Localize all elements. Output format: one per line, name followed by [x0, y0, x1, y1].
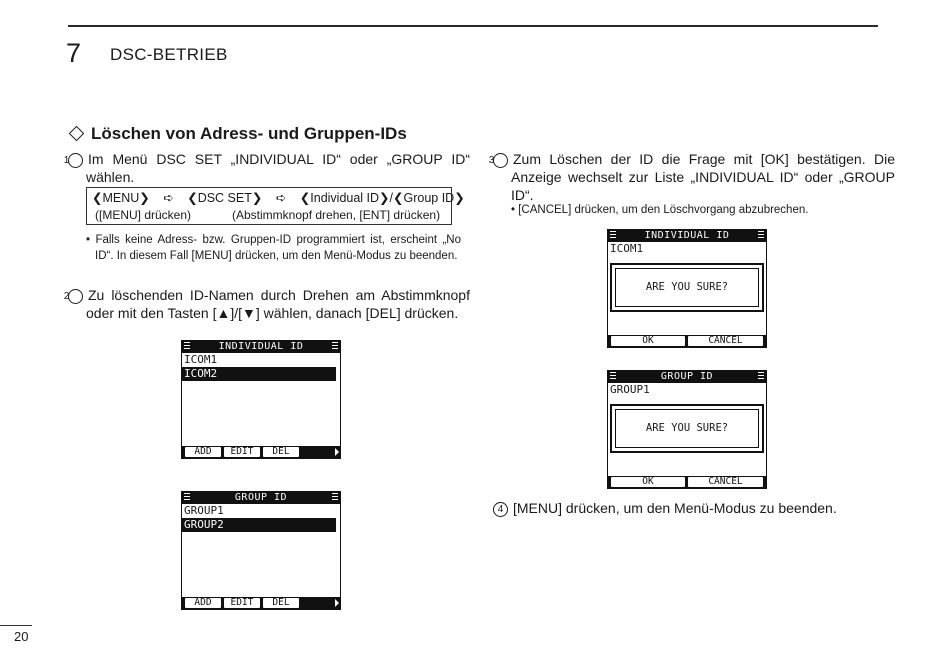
diamond-icon — [69, 126, 85, 142]
softkey-del[interactable]: DEL — [263, 447, 299, 457]
lcd-title: GROUP ID — [660, 371, 714, 382]
lcd-title: GROUP ID — [234, 492, 288, 503]
header-rule — [68, 25, 878, 27]
step-2 — [63, 286, 470, 322]
step-number: 2 — [68, 289, 83, 304]
dialog-message: ARE YOU SURE? — [615, 268, 759, 307]
step-1-text: Im Menü DSC SET „INDIVIDUAL ID“ oder „GROUP ID“ wählen. — [86, 151, 470, 185]
softkey-ok[interactable]: OK — [611, 477, 685, 487]
menu-hint-right: (Abstimmknopf drehen, [ENT] drücken) — [232, 208, 441, 222]
softkey-bar — [608, 335, 766, 347]
menu-lines-icon — [332, 493, 338, 502]
step-number: 4 — [493, 502, 508, 517]
list-item[interactable]: GROUP1 — [610, 383, 650, 396]
step-4-text: [MENU] drücken, um den Menü-Modus zu beenden. — [513, 500, 837, 516]
list-item[interactable]: GROUP1 — [184, 504, 224, 517]
chapter-title: DSC-BETRIEB — [110, 45, 228, 64]
page-number: 20 — [14, 629, 29, 644]
step-3-note: • [CANCEL] drücken, um den Löschvorgang abzubrechen. — [511, 204, 809, 216]
lcd-title-bar — [182, 341, 340, 353]
menu-lines-icon — [758, 372, 764, 381]
menu-hint-left: ([MENU] drücken) — [95, 208, 192, 222]
step-2-text: Zu löschenden ID-Namen durch Drehen am Abstimmknopf oder mit den Tasten [▲]/[▼] wählen, danach [DEL] drücken. — [86, 287, 470, 321]
lcd-title-bar — [608, 371, 766, 383]
menu-lines-icon — [184, 493, 190, 502]
lcd-title: INDIVIDUAL ID — [644, 230, 730, 241]
softkey-edit[interactable]: EDIT — [224, 447, 260, 457]
softkey-add[interactable]: ADD — [185, 447, 221, 457]
lcd-group-id — [181, 491, 341, 610]
softkey-ok[interactable]: OK — [611, 336, 685, 346]
section-title-text: Löschen von Adress- und Gruppen-IDs — [91, 124, 407, 143]
lcd-title: INDIVIDUAL ID — [218, 341, 304, 352]
menu-path-item: ❮Individual ID❯/❮Group ID❯ — [299, 191, 465, 205]
dialog-message: ARE YOU SURE? — [615, 409, 759, 448]
confirm-dialog — [610, 404, 764, 453]
softkey-edit[interactable]: EDIT — [224, 598, 260, 608]
chapter-number: 7 — [66, 38, 82, 68]
arrow-icon: ➪ — [163, 191, 174, 205]
step-1 — [63, 150, 470, 186]
lcd-title-bar — [182, 492, 340, 504]
step-4 — [493, 499, 877, 517]
step-1-note: • Falls keine Adress- bzw. Gruppen-ID programmiert ist, erscheint „No ID“. In diesem Fall [MENU] drücken, um den Menü-Modus zu beenden. — [86, 234, 461, 262]
softkey-bar — [182, 597, 340, 609]
step-3-text: Zum Löschen der ID die Frage mit [OK] bestätigen. Die Anzeige wechselt zur Liste „INDIVIDUAL ID“ oder „GROUP ID“. — [511, 151, 895, 203]
confirm-dialog — [610, 263, 764, 312]
softkey-add[interactable]: ADD — [185, 598, 221, 608]
lcd-title-bar — [608, 230, 766, 242]
softkey-cancel[interactable]: CANCEL — [688, 477, 763, 487]
menu-lines-icon — [610, 372, 616, 381]
menu-path-box — [86, 187, 465, 225]
arrow-icon: ➪ — [275, 191, 287, 205]
step-number: 3 — [493, 153, 508, 168]
menu-path-item: ❮MENU❯ — [92, 191, 150, 205]
step-3 — [488, 150, 895, 204]
list-item[interactable]: ICOM1 — [184, 353, 218, 366]
menu-lines-icon — [184, 342, 190, 351]
menu-path-item: ❮DSC SET❯ — [187, 191, 263, 205]
menu-lines-icon — [758, 231, 764, 240]
list-item-selected[interactable]: GROUP2 — [182, 518, 336, 532]
scroll-right-icon — [335, 448, 339, 456]
softkey-cancel[interactable]: CANCEL — [688, 336, 763, 346]
softkey-del[interactable]: DEL — [263, 598, 299, 608]
menu-lines-icon — [610, 231, 616, 240]
list-item-selected[interactable]: ICOM2 — [182, 367, 336, 381]
menu-lines-icon — [332, 342, 338, 351]
step-number: 1 — [68, 153, 83, 168]
softkey-bar — [608, 476, 766, 488]
list-item[interactable]: ICOM1 — [610, 242, 644, 255]
lcd-group-confirm — [607, 370, 767, 489]
section-title — [68, 124, 407, 144]
softkey-bar — [182, 446, 340, 458]
footer-rule — [0, 625, 32, 626]
scroll-right-icon — [335, 599, 339, 607]
menu-path — [92, 190, 475, 206]
lcd-individual-id — [181, 340, 341, 459]
lcd-individual-confirm — [607, 229, 767, 348]
